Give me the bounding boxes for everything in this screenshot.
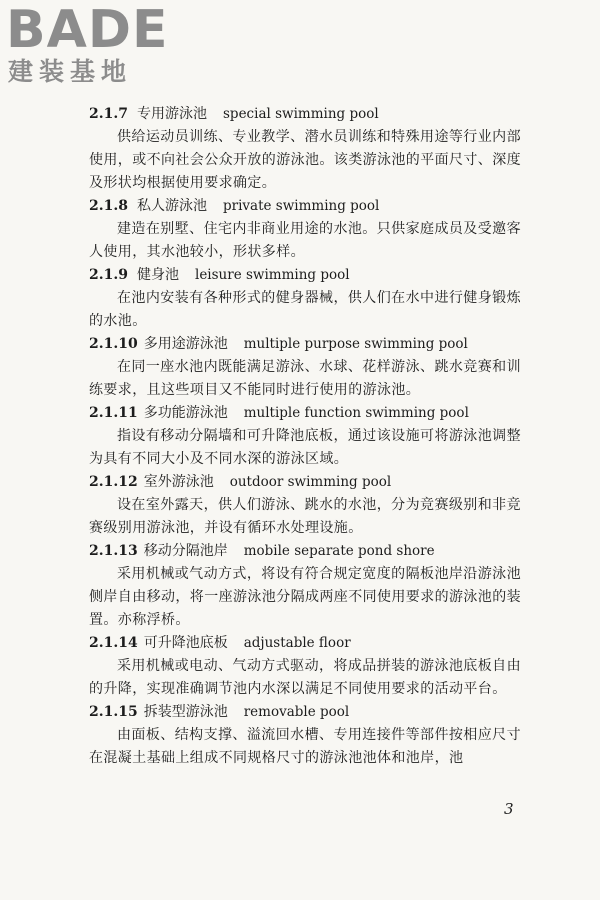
term-number: 2.1.13 (89, 543, 138, 559)
term-chinese: 可升降池底板 (143, 635, 228, 651)
term-definition: 在同一座水池内既能满足游泳、水球、花样游泳、跳水竞赛和训练要求，且这些项目又不能同时进行使用的游泳池。 (89, 359, 521, 398)
term-chinese: 拆装型游泳池 (143, 704, 228, 720)
term-number: 2.1.8 (89, 198, 128, 214)
term-english: private swimming pool (223, 198, 380, 214)
term-heading (89, 540, 521, 563)
term-heading (89, 632, 521, 655)
term-heading (89, 471, 521, 494)
term-english: leisure swimming pool (195, 267, 350, 283)
term-chinese: 私人游泳池 (137, 198, 207, 214)
term-english: special swimming pool (223, 106, 379, 122)
term-number: 2.1.10 (89, 336, 138, 352)
term-number: 2.1.11 (89, 405, 138, 421)
page-number: 3 (504, 800, 514, 818)
term-number: 2.1.7 (89, 106, 128, 122)
term-heading (89, 195, 521, 218)
term-definition: 采用机械或电动、气动方式驱动，将成品拼装的游泳池底板自由的升降，实现准确调节池内水深以满足不同使用要求的活动平台。 (89, 658, 521, 697)
logo-brand: BADE (6, 0, 169, 60)
term-number: 2.1.9 (89, 267, 128, 283)
term-heading (89, 402, 521, 425)
term-chinese: 室外游泳池 (143, 474, 214, 490)
term-english: multiple function swimming pool (243, 405, 469, 421)
term-chinese: 移动分隔池岸 (143, 543, 228, 559)
term-english: outdoor swimming pool (229, 474, 392, 490)
document-body (89, 103, 521, 770)
term-definition: 建造在别墅、住宅内非商业用途的水池。只供家庭成员及受邀客人使用，其水池较小，形状多样。 (89, 221, 521, 260)
term-definition: 设在室外露天，供人们游泳、跳水的水池，分为竞赛级别和非竞赛级别用游泳池，并设有循环水处理设施。 (89, 497, 521, 536)
term-heading (89, 701, 521, 724)
term-heading (89, 264, 521, 287)
term-heading (89, 333, 521, 356)
term-heading (89, 103, 521, 126)
term-definition: 采用机械或气动方式，将设有符合规定宽度的隔板池岸沿游泳池侧岸自由移动，将一座游泳池分隔成两座不同使用要求的游泳池的装置。亦称浮桥。 (89, 566, 521, 628)
term-chinese: 多用途游泳池 (143, 336, 228, 352)
term-chinese: 多功能游泳池 (143, 405, 228, 421)
term-number: 2.1.15 (89, 704, 138, 720)
term-english: mobile separate pond shore (243, 543, 435, 559)
term-english: multiple purpose swimming pool (243, 336, 468, 352)
term-number: 2.1.14 (89, 635, 138, 651)
term-definition: 在池内安装有各种形式的健身器械，供人们在水中进行健身锻炼的水池。 (89, 290, 521, 329)
term-number: 2.1.12 (89, 474, 138, 490)
logo-subtitle: 建装基地 (8, 57, 133, 86)
term-definition: 供给运动员训练、专业教学、潜水员训练和特殊用途等行业内部使用，或不向社会公众开放的游泳池。该类游泳池的平面尺寸、深度及形状均根据使用要求确定。 (89, 129, 521, 191)
term-chinese: 健身池 (137, 267, 179, 283)
term-english: adjustable floor (243, 635, 351, 651)
bade-logo (6, 2, 186, 92)
term-definition: 指设有移动分隔墙和可升降池底板，通过该设施可将游泳池调整为具有不同大小及不同水深的游泳区域。 (89, 428, 521, 467)
term-chinese: 专用游泳池 (137, 106, 207, 122)
term-english: removable pool (243, 704, 350, 720)
term-definition: 由面板、结构支撑、溢流回水槽、专用连接件等部件按相应尺寸在混凝土基础上组成不同规格尺寸的游泳池池体和池岸，池 (89, 727, 521, 766)
